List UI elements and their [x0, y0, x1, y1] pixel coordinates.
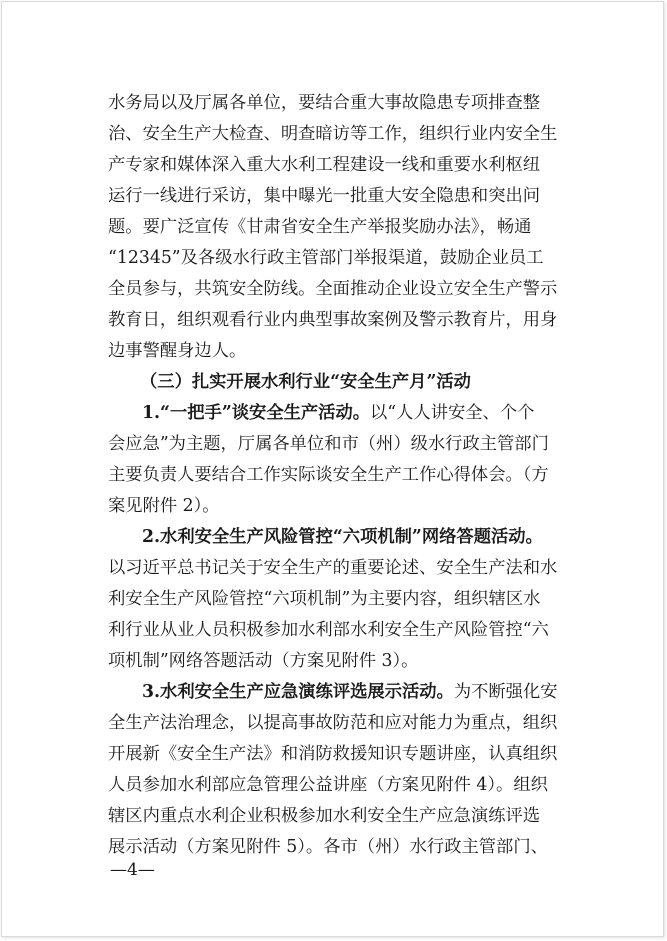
body-line: 题。要广泛宣传《甘肃省安全生产举报奖励办法》，畅通: [108, 217, 532, 237]
item2-title: 2.水利安全生产风险管控“六项机制”网络答题活动。: [142, 527, 543, 547]
body-line: 治、安全生产大检查、明查暗访等工作，组织行业内安全生: [108, 124, 558, 144]
item1-text: 以“人人讲安全、个个: [370, 403, 535, 423]
body-line: 教育日，组织观看行业内典型事故案例及警示教育片，用身: [108, 310, 558, 330]
item3-first-line: [108, 677, 578, 708]
section-heading: （三）扎实开展水利行业“安全生产月”活动: [140, 372, 471, 392]
body-line: 案见附件 2）。: [108, 496, 220, 516]
body-line: 全员参与，共筑安全防线。全面推动企业设立安全生产警示: [108, 279, 558, 299]
page-number: —4—: [110, 860, 155, 880]
body-line: 项机制”网络答题活动（方案见附件 3）。: [108, 651, 419, 671]
body-line: 运行一线进行采访，集中曝光一批重大安全隐患和突出问: [108, 186, 541, 206]
item1-title: 1.“一把手”谈安全生产活动。: [142, 403, 371, 423]
body-line: 辖区内重点水利企业积极参加水利安全生产应急演练评选: [108, 806, 541, 826]
item1-first-line: [108, 398, 578, 429]
body-line: “12345”及各级水行政主管部门举报渠道，鼓励企业员工: [108, 248, 544, 268]
body-line: 人员参加水利部应急管理公益讲座（方案见附件 4）。组织: [108, 775, 548, 795]
body-line: 全生产法治理念，以提高事故防范和应对能力为重点，组织: [108, 713, 558, 733]
body-line: 会应急”为主题，厅属各单位和市（州）级水行政主管部门: [108, 434, 549, 454]
item3-title: 3.水利安全生产应急演练评选展示活动。: [142, 682, 454, 702]
document-body: [108, 88, 578, 863]
body-line: 利行业从业人员积极参加水利部水利安全生产风险管控“六: [108, 620, 549, 640]
body-line: 利安全生产风险管控“六项机制”为主要内容，组织辖区水: [108, 589, 541, 609]
body-line: 边事警醒身边人。: [108, 341, 247, 361]
document-page: [1, 1, 664, 937]
body-line: 以习近平总书记关于安全生产的重要论述、安全生产法和水: [108, 558, 558, 578]
body-line: 产专家和媒体深入重大水利工程建设一线和重要水利枢纽: [108, 155, 541, 175]
item3-text: 为不断强化安: [453, 682, 558, 702]
body-line: 主要负责人要结合工作实际谈安全生产工作心得体会。（方: [108, 465, 549, 485]
body-line: 展示活动（方案见附件 5）。各市（州）水行政主管部门、: [108, 837, 548, 857]
body-line: 水务局以及厅属各单位，要结合重大事故隐患专项排查整: [108, 93, 541, 113]
body-line: 开展新《安全生产法》和消防救援知识专题讲座，认真组织: [108, 744, 558, 764]
item2-first-line: [108, 522, 578, 553]
